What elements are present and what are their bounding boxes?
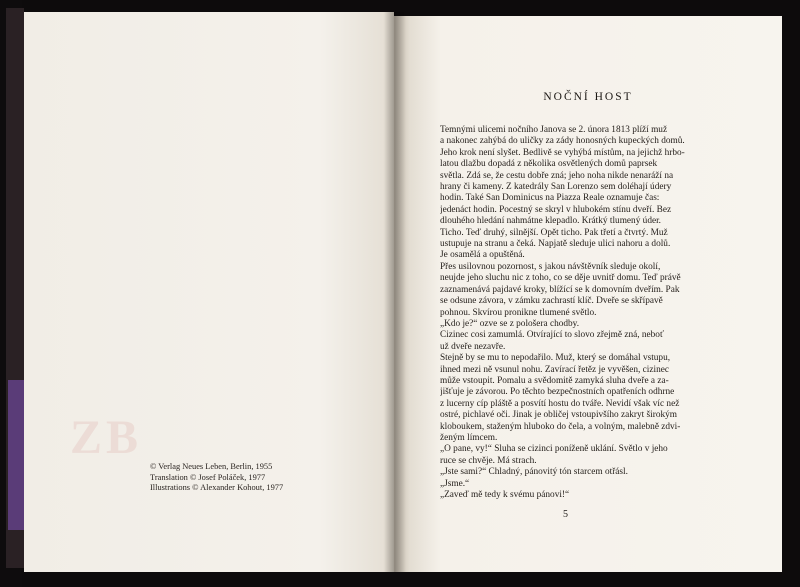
text-line: jedenáct hodin. Pocestný se skryl v hlubokém stínu dveří. Bez xyxy=(440,204,672,215)
text-line: ženým límcem. xyxy=(440,432,498,443)
text-line: světla. Zdá se, že cestu dobře zná; jeho noha nikde nenaráží na xyxy=(440,170,674,181)
text-line: hodin. Také San Dominicus na Piazza Reale oznamuje čas: xyxy=(440,193,660,204)
text-line: neujde jeho sluchu nic z toho, co se děje uvnitř domu. Teď právě xyxy=(440,273,681,284)
text-line: hrany či kameny. Z katedrály San Lorenzo sem doléhají údery xyxy=(440,182,672,193)
chapter-title: NOČNÍ HOST xyxy=(543,91,633,103)
text-line: ruce se chvěje. Má strach. xyxy=(440,455,537,466)
copyright-block xyxy=(150,462,350,494)
text-line: „Kdo je?“ ozve se z pološera chodby. xyxy=(440,318,580,329)
text-line: pohnou. Škvírou pronikne tlumené světlo. xyxy=(440,307,597,318)
text-line: jišťuje je závorou. Po těchto bezpečnostních opatřeních odhrne xyxy=(440,387,675,398)
body-text xyxy=(440,125,723,501)
text-line: Cizinec cosi zamumlá. Otvírající to slovo zřejmě zná, neboť xyxy=(440,330,664,341)
page-number: 5 xyxy=(563,509,568,520)
text-line: kloboukem, staženým hluboko do čela, a volným, malebně zdvi- xyxy=(440,421,681,432)
text-line: Ticho. Teď druhý, silnější. Opět ticho. Pak třetí a čtvrtý. Muž xyxy=(440,227,668,238)
text-line: z lucerny cíp pláště a posvítí hostu do tváře. Nevidí však víc než xyxy=(440,398,680,409)
text-line: „Zaveď mě tedy k svému pánovi!“ xyxy=(440,490,570,500)
copyright-line: Translation © Josef Poláček, 1977 xyxy=(150,472,266,482)
text-line: Je osamělá a opuštěná. xyxy=(440,250,525,261)
copyright-line: Illustrations © Alexander Kohout, 1977 xyxy=(150,483,284,492)
text-line: Jeho krok není slyšet. Bedlivě se vyhýbá místům, na jejichž hrbo- xyxy=(440,147,685,158)
text-line: a nakonec zahýbá do uličky za zády honosných kupeckých domů. xyxy=(440,136,685,147)
text-line: Temnými ulicemi nočního Janova se 2. února 1813 plíží muž xyxy=(440,125,668,135)
text-line: „Ó pane, vy!“ Sluha se cizinci poníženě uklání. Světlo v jeho xyxy=(440,444,668,455)
text-line: ostré, pichlavé oči. Jinak je obličej vstoupivšího zakryt širokým xyxy=(440,410,678,421)
text-line: může vstoupit. Pomalu a svědomitě zamyká sluha dveře a za- xyxy=(440,375,669,386)
text-line: Přes usilovnou pozornost, s jakou návštěvník sleduje okolí, xyxy=(440,261,661,272)
show-through-ghost-text: ZB xyxy=(70,411,143,464)
text-line: dlouhého hledání nahmátne klepadlo. Krátký tlumený úder. xyxy=(440,216,662,227)
text-line: Stejně by se mu to nepodařilo. Muž, který se domáhal vstupu, xyxy=(440,353,671,364)
text-line: „Jste sami?“ Chladný, pánovitý tón starcem otřásl. xyxy=(440,467,628,478)
copyright-line: © Verlag Neues Leben, Berlin, 1955 xyxy=(150,462,273,471)
text-line: zaznamenává pajdavé kroky, blížící se k domovním dveřím. Pak xyxy=(440,284,680,295)
text-line: „Jsme.“ xyxy=(440,478,470,489)
text-line: ihned mezi ně vsunul nohu. Zavírací řetěz je vyvěšen, cizinec xyxy=(440,364,669,375)
text-line: se odsune závora, v zámku zachrastí klíč. Dveře se skřípavě xyxy=(440,296,663,307)
text-line: už dveře nezavře. xyxy=(440,341,506,352)
text-line: ustupuje na stranu a čeká. Napjatě sleduje ulici nahoru a dolů. xyxy=(440,239,671,250)
text-line: latou dlažbu dopadá z několika osvětlených domů paprsek xyxy=(440,159,658,170)
